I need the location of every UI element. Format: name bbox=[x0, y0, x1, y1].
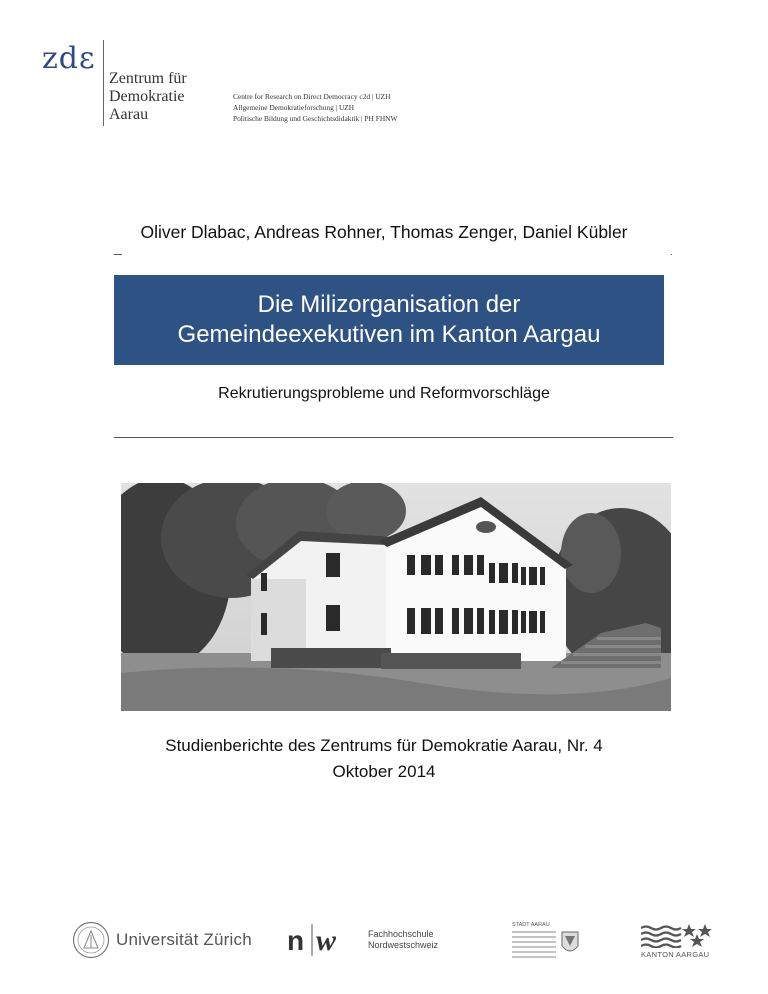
affiliation-line: Politische Bildung und Geschichtsdidaktik | PH FHNW bbox=[233, 114, 398, 123]
uzh-logo-text: Universität Zürich bbox=[116, 930, 252, 949]
building-photo bbox=[121, 483, 671, 711]
affiliation-line: Centre for Research on Direct Democracy c2d | UZH bbox=[233, 92, 391, 101]
separator-rule bbox=[114, 437, 673, 438]
org-name-line: Zentrum für bbox=[109, 70, 187, 87]
title-box bbox=[114, 275, 664, 365]
authors: Oliver Dlabac, Andreas Rohner, Thomas Zenger, Daniel Kübler bbox=[140, 222, 628, 242]
subtitle: Rekrutierungsprobleme und Reformvorschläge bbox=[218, 385, 550, 402]
kanton-aargau-logo-icon bbox=[641, 922, 713, 948]
svg-text:w: w bbox=[316, 924, 337, 957]
series-line: Studienberichte des Zentrums für Demokratie Aarau, Nr. 4 bbox=[165, 736, 603, 755]
org-name-line: Demokratie bbox=[109, 88, 185, 105]
logo-divider bbox=[103, 40, 104, 126]
series-info bbox=[0, 733, 768, 785]
fhnw-line: Nordwestschweiz bbox=[368, 940, 439, 950]
title-line: Gemeindeexekutiven im Kanton Aargau bbox=[177, 321, 601, 348]
zda-logo-mark: zdɛ bbox=[42, 41, 96, 76]
fhnw-line: Fachhochschule bbox=[368, 929, 434, 939]
fhnw-text bbox=[368, 929, 438, 951]
rule-tick-right bbox=[671, 254, 672, 255]
rule-tick-left bbox=[114, 254, 122, 255]
org-name-line: Aarau bbox=[109, 106, 149, 123]
svg-text:n: n bbox=[287, 925, 305, 956]
affiliations bbox=[233, 91, 397, 124]
affiliation-line: Allgemeine Demokratieforschung | UZH bbox=[233, 103, 355, 112]
fhnw-logo-icon bbox=[287, 922, 349, 958]
stadt-aarau-logo-icon bbox=[512, 924, 582, 960]
zda-org-name bbox=[109, 70, 187, 124]
stadt-aarau-label: STADT AARAU bbox=[512, 922, 550, 928]
publication-date: Oktober 2014 bbox=[332, 762, 436, 781]
uzh-seal-icon bbox=[72, 921, 110, 959]
title-line: Die Milizorganisation der bbox=[257, 291, 521, 318]
kanton-aargau-text: KANTON AARGAU bbox=[641, 950, 710, 959]
